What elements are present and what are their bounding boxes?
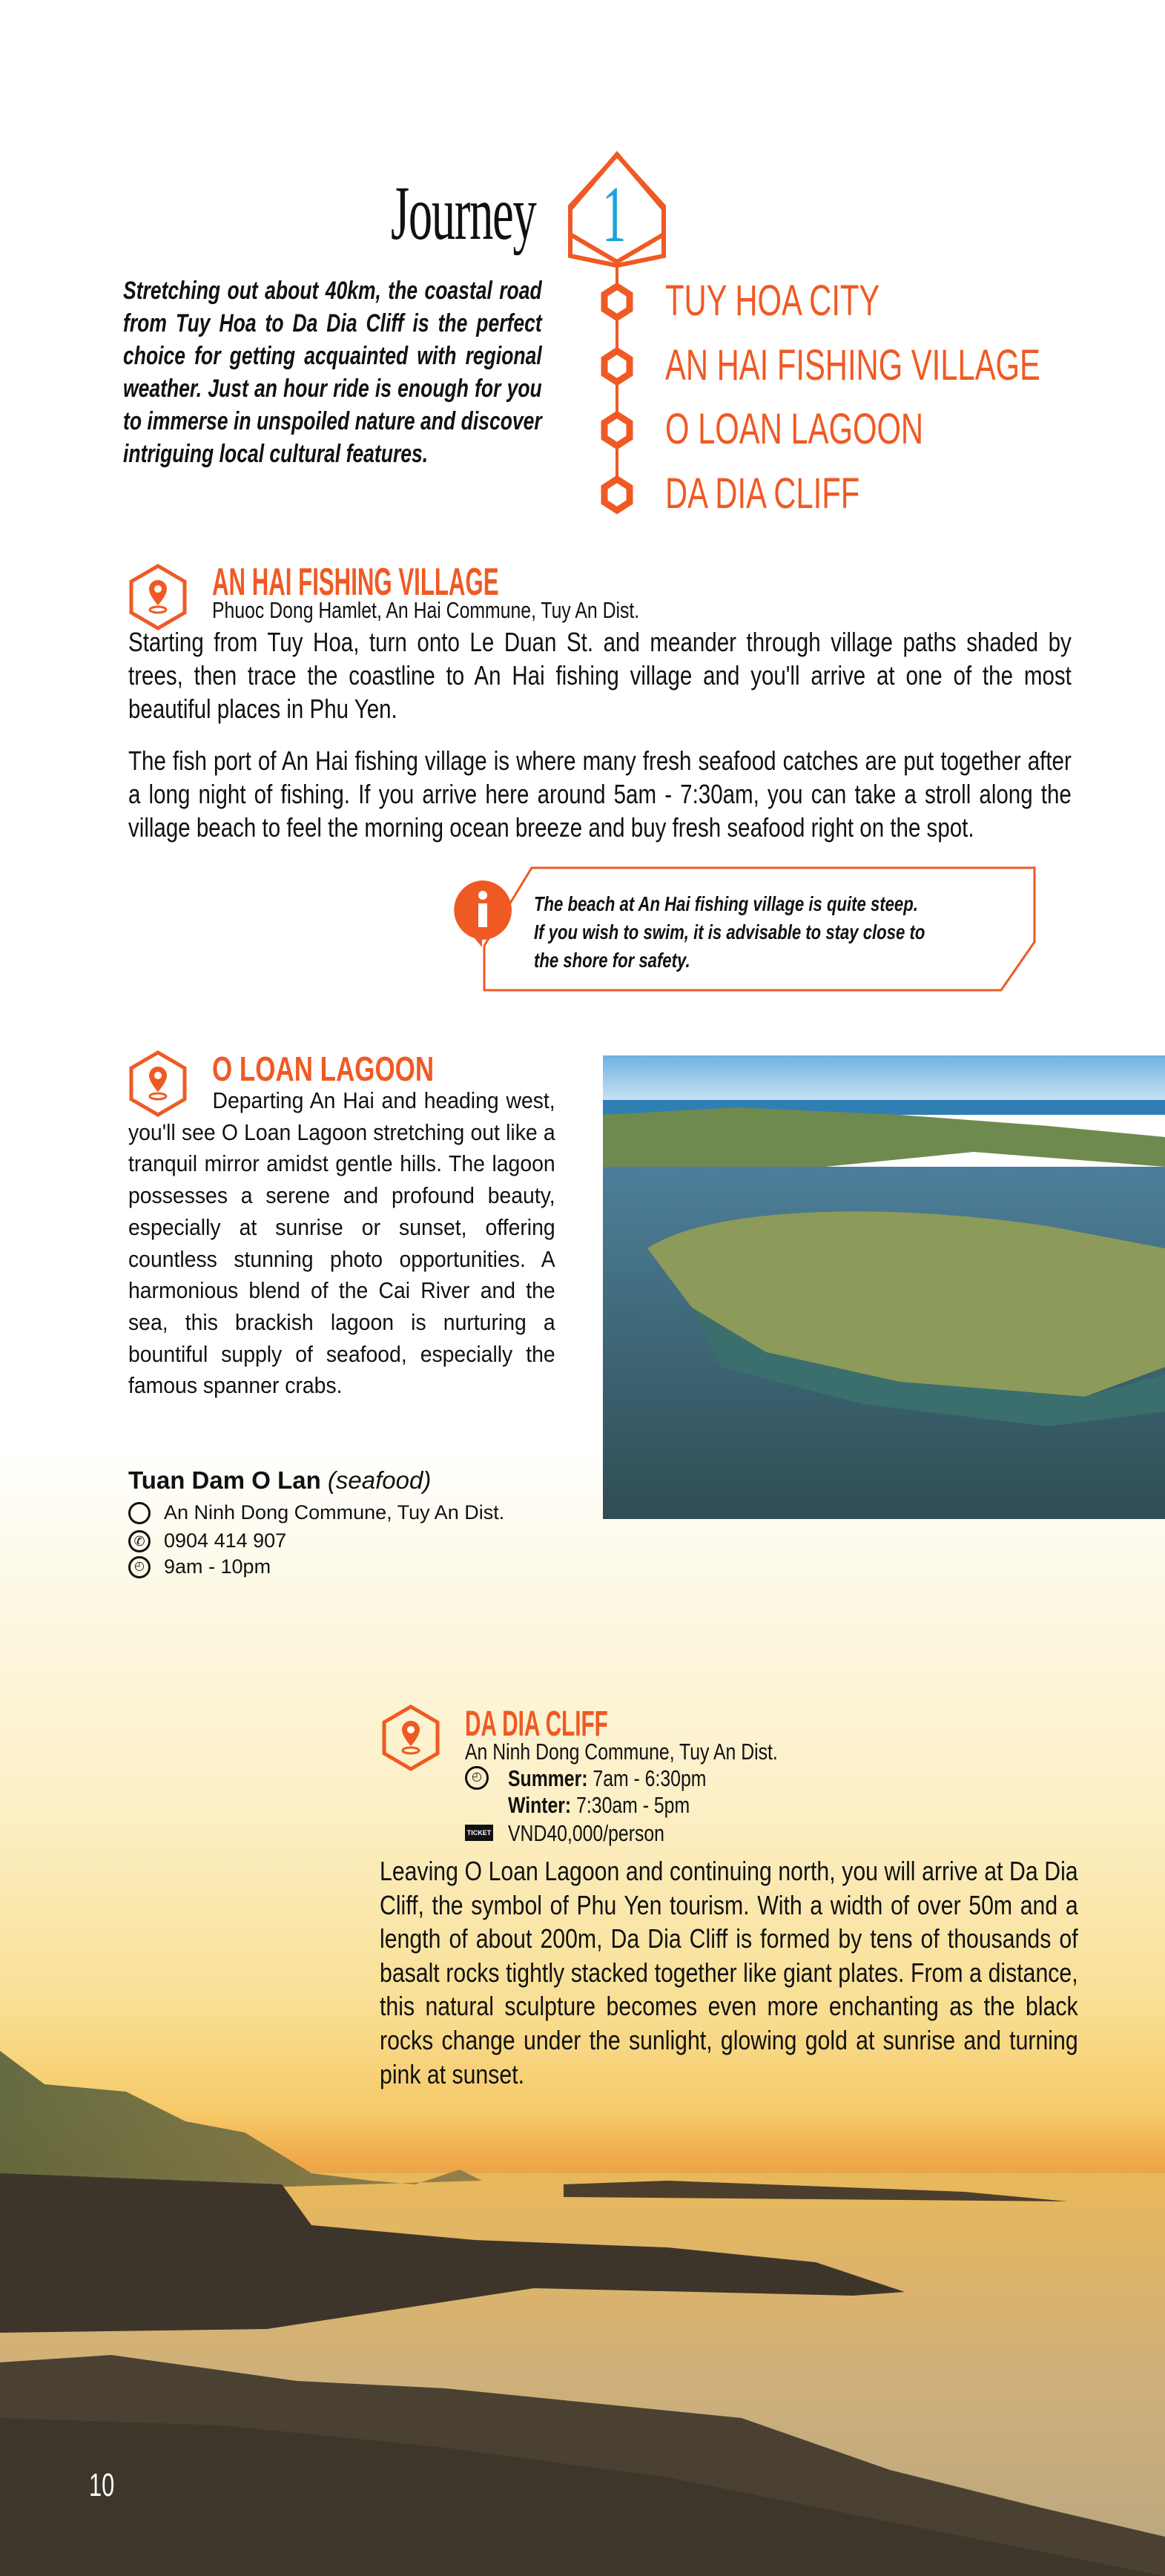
journey-title: Journey: [391, 171, 536, 256]
tip-line: If you wish to swim, it is advisable to stay close to: [534, 920, 925, 943]
tip-line: the shore for safety.: [534, 949, 690, 972]
da-dia-body: Leaving O Loan Lagoon and continuing north, you will arrive at Da Dia Cliff, the symbol of Phu Yen tourism. With a width of over 50m and a length of about 200m, Da Dia Cliff is formed by tens of thousands of basalt rocks tightly stacked together like giant plates. From a distance, this natural sculpture becomes even more enchanting as the black rocks change under the sunlight, glowing gold at sunrise and turning pink at sunset.: [380, 1856, 1078, 2089]
clock-icon: ◴: [465, 1766, 489, 1790]
tip-line: The beach at An Hai fishing village is quite steep.: [534, 892, 918, 915]
summer-hours: [508, 1765, 706, 1792]
restaurant-hours: 9am - 10pm: [164, 1555, 271, 1578]
restaurant-name: Tuan Dam O Lan: [128, 1466, 321, 1494]
stop-o-loan-lagoon: O LOAN LAGOON: [665, 405, 924, 453]
restaurant-address: An Ninh Dong Commune, Tuy An Dist.: [164, 1501, 505, 1523]
restaurant-heading: [128, 1466, 431, 1495]
journey-number: 1: [602, 171, 627, 259]
ticket-price: VND40,000/person: [508, 1820, 664, 1846]
an-hai-title: AN HAI FISHING VILLAGE: [212, 561, 499, 604]
stop-da-dia-cliff: DA DIA CLIFF: [665, 470, 860, 518]
restaurant-type: (seafood): [327, 1466, 432, 1494]
o-loan-lagoon-photo: [603, 1055, 1165, 1519]
location-pin-icon: [381, 1704, 440, 1771]
restaurant-phone-row: [128, 1529, 286, 1552]
page-number: 10: [89, 2467, 115, 2503]
summer-label: Summer:: [508, 1765, 588, 1791]
winter-label: Winter:: [508, 1792, 572, 1818]
restaurant-phone: 0904 414 907: [164, 1529, 287, 1552]
restaurant-hours-row: [128, 1555, 271, 1578]
da-dia-title: DA DIA CLIFF: [465, 1704, 608, 1744]
clock-icon: ◴: [128, 1556, 151, 1578]
phone-icon: ✆: [128, 1530, 151, 1552]
ticket-icon: TICKET: [465, 1825, 493, 1841]
an-hai-paragraph-1: Starting from Tuy Hoa, turn onto Le Duan St. and meander through village paths shaded by trees, then trace the coastline to An Hai fishing village and you'll arrive at one of the most beautiful places in Phu Yen.: [128, 627, 1072, 724]
summer-hours-value: 7am - 6:30pm: [593, 1765, 707, 1791]
winter-hours: [508, 1792, 690, 1819]
an-hai-address: Phuoc Dong Hamlet, An Hai Commune, Tuy An Dist.: [212, 597, 640, 623]
tip-text: [534, 890, 925, 975]
location-pin-icon: [128, 1502, 151, 1524]
location-pin-icon: [128, 564, 188, 630]
winter-hours-value: 7:30am - 5pm: [576, 1792, 690, 1818]
o-loan-body: Departing An Hai and heading west, you'll see O Loan Lagoon stretching out like a tranquil mirror amidst gentle hills. The lagoon possesses a serene and profound beauty, especially at sunrise or sunset, offering countless stunning photo opportunities. A harmonious blend of the Cai River and the sea, this brackish lagoon is nurturing a bountiful supply of seafood, especially the famous spanner crabs.: [128, 1088, 555, 1399]
restaurant-address-row: [128, 1501, 504, 1524]
stop-tuy-hoa-city: TUY HOA CITY: [665, 277, 880, 325]
o-loan-title: O LOAN LAGOON: [212, 1050, 435, 1088]
da-dia-address: An Ninh Dong Commune, Tuy An Dist.: [465, 1739, 778, 1765]
journey-intro: Stretching out about 40km, the coastal road from Tuy Hoa to Da Dia Cliff is the perfect choice for getting acquainted with regional weather. Just an hour ride is enough for you to immerse in unspoiled nature and discover intriguing local cultural features.: [123, 277, 542, 468]
stop-an-hai-fishing-village: AN HAI FISHING VILLAGE: [665, 341, 1040, 389]
an-hai-paragraph-2: The fish port of An Hai fishing village is where many fresh seafood catches are put together after a long night of fishing. If you arrive here around 5am - 7:30am, you can take a stroll along the village beach to feel the morning ocean breeze and buy fresh seafood right on the spot.: [128, 745, 1072, 843]
